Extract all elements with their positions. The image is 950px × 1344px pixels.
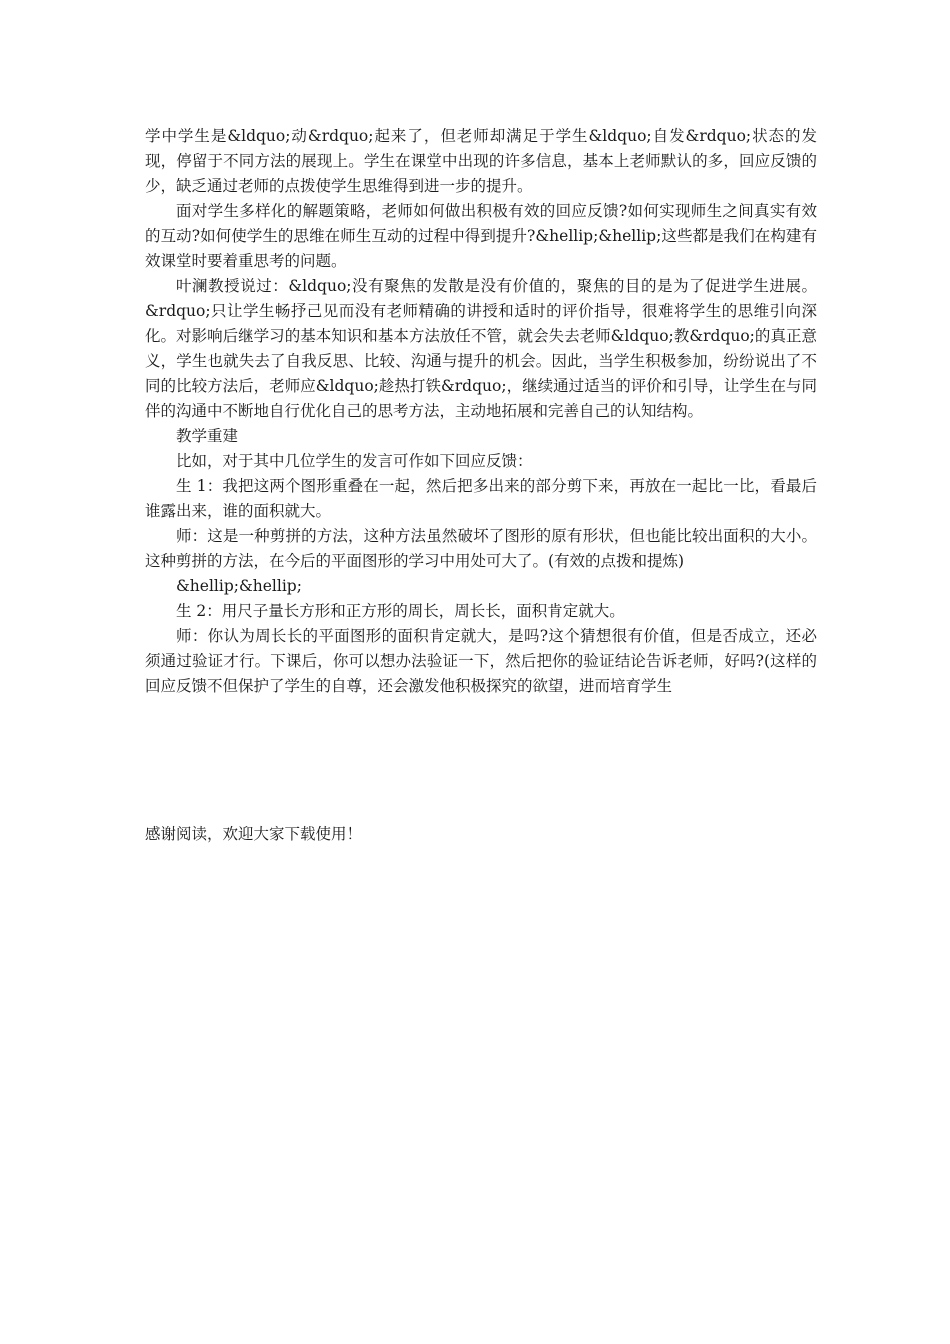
paragraph-student-2: 生 2：用尺子量长方形和正方形的周长，周长长，面积肯定就大。 [176, 602, 625, 620]
paragraph-3: 叶澜教授说过：&ldquo;没有聚焦的发散是没有价值的，聚焦的目的是为了促进学生进展。&rdquo;只让学生畅抒己见而没有老师精确的讲授和适时的评价指导，很难将学生的思维引向深化。对影响后继学习的基本知识和基本方法放任不管，就会失去老师&ldquo;教&rdquo;的真正意义，学生也就失去了自我反思、比较、沟通与提升的机会。因此，当学生积极参加，纷纷说出了不同的比较方法后，老师应&ldquo;趁热打铁&rdquo;，继续通过适当的评价和引导，让学生在与同伴的沟通中不断地自行优化自己的思考方法，主动地拓展和完善自己的认知结构。 [145, 277, 817, 420]
paragraph-5: 比如，对于其中几位学生的发言可作如下回应反馈： [176, 452, 533, 470]
paragraph-1: 学中学生是&ldquo;动&rdquo;起来了，但老师却满足于学生&ldquo;自发&rdquo;状态的发现，停留于不同方法的展现上。学生在课堂中出现的许多信息，基本上老师默认的多，回应反馈的少，缺乏通过老师的点拨使学生思维得到进一步的提升。 [145, 127, 817, 195]
paragraph-teacher-2: 师：你认为周长长的平面图形的面积肯定就大，是吗?这个猜想很有价值，但是否成立，还必须通过验证才行。下课后，你可以想办法验证一下，然后把你的验证结论告诉老师，好吗?(这样的回应反馈不但保护了学生的自尊，还会激发他积极探究的欲望，进而培育学生 [145, 627, 817, 695]
paragraph-teacher-1: 师：这是一种剪拼的方法，这种方法虽然破坏了图形的原有形状，但也能比较出面积的大小。这种剪拼的方法，在今后的平面图形的学习中用处可大了。(有效的点拨和提炼) [145, 527, 817, 570]
document-body [145, 124, 817, 699]
footer-note: 感谢阅读，欢迎大家下载使用！ [145, 825, 363, 843]
paragraph-2: 面对学生多样化的解题策略，老师如何做出积极有效的回应反馈?如何实现师生之间真实有效的互动?如何使学生的思维在师生互动的过程中得到提升?&hellip;&hellip;这些都是我们在构建有效课堂时要着重思考的问题。 [145, 202, 817, 270]
paragraph-student-1: 生 1：我把这两个图形重叠在一起，然后把多出来的部分剪下来，再放在一起比一比，看最后谁露出来，谁的面积就大。 [145, 477, 817, 520]
paragraph-ellipsis: &hellip;&hellip; [176, 577, 302, 595]
section-heading-teaching-rebuild: 教学重建 [176, 427, 239, 445]
